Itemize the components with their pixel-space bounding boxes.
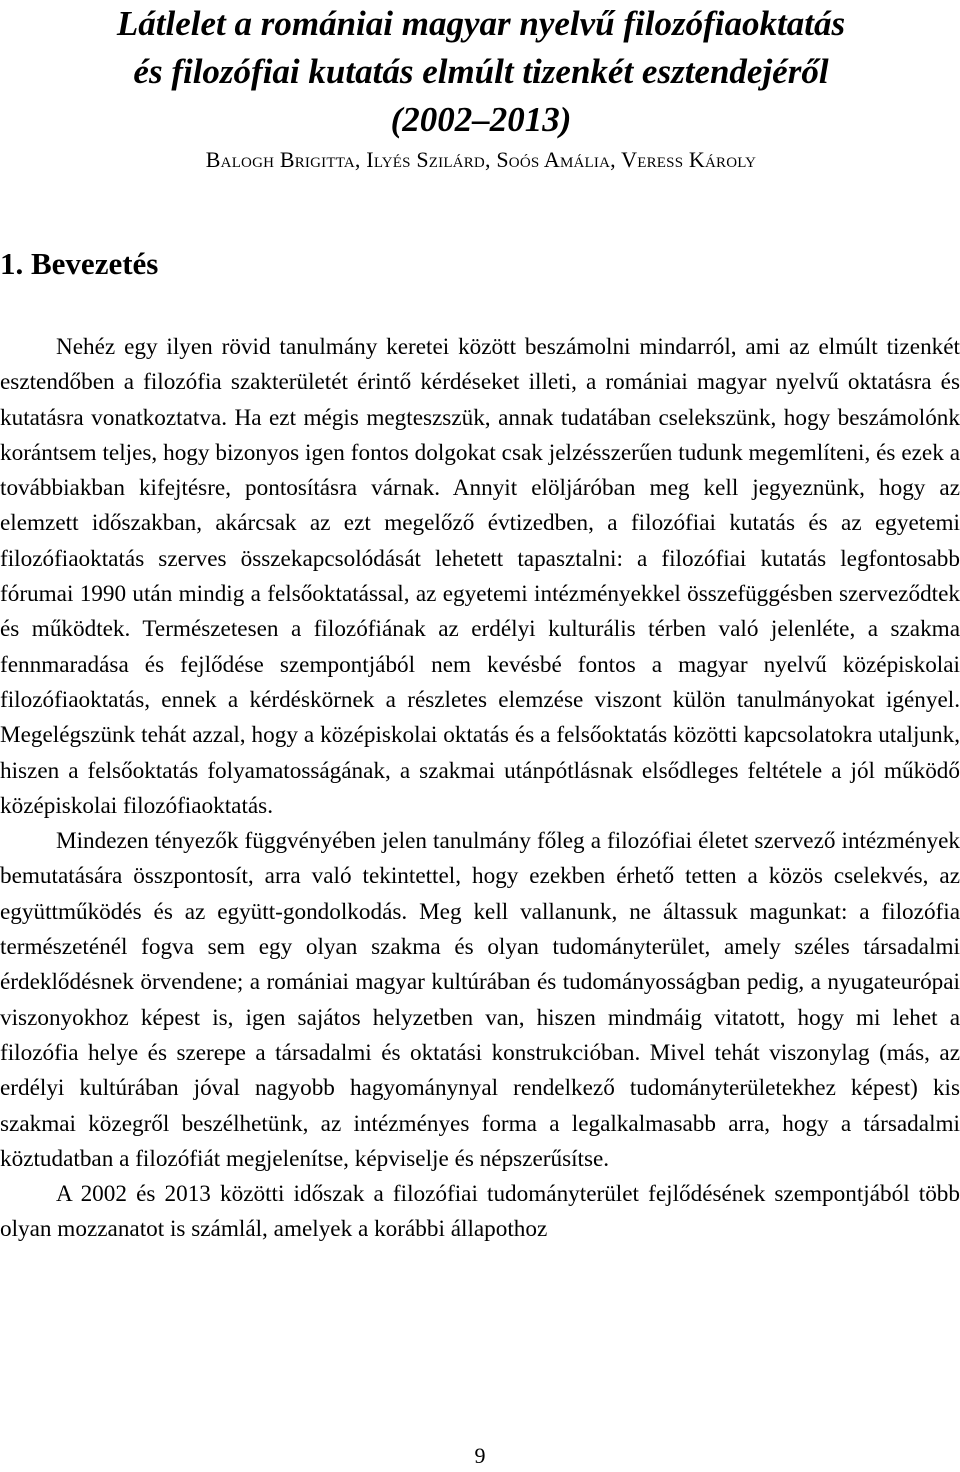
author-list: Balogh Brigitta, Ilyés Szilárd, Soós Amália, Veress Károly	[205, 147, 757, 172]
paragraph-2: Mindezen tényezők függvényében jelen tanulmány főleg a filozófiai életet szervező intézmények bemutatására összpontosít, arra való tekintettel, hogy ezekben érhető tetten a közös cselekvés, az együttműködés és az együtt-gondolkodás. Meg kell vallanunk, ne áltassuk magunkat: a filozófia természeténél fogva sem egy olyan szakma és olyan tudományterület, amely széles társadalmi érdeklődésnek örvendene; a romániai magyar kultúrában és tudományosságban pedig, a nyugateurópai viszonyokhoz képest is, igen sajátos helyzetben van, hiszen mindmáig vitatott, hogy mi lehet a filozófia helye és szerepe a társadalmi és oktatási konstrukcióban. Mivel tehát viszonylag (más, az erdélyi kultúrában jóval nagyobb hagyománynyal rendelkező tudományterületekhez képest) kis szakmai közegről beszélhetünk, az intézményes forma a legalkalmasabb arra, hogy a társadalmi köztudatban a filozófiát megjelenítse, képviselje és népszerűsítse.	[0, 828, 960, 1172]
body-text	[0, 330, 960, 1248]
title-line-2: és filozófiai kutatás elmúlt tizenkét esztendejéről	[133, 52, 829, 91]
paragraph-1: Nehéz egy ilyen rövid tanulmány keretei között beszámolni mindarról, ami az elmúlt tizenkét esztendőben a filozófia szakterületét érintő kérdéseket illeti, a romániai magyar nyelvű oktatásra és kutatásra vonatkoztatva. Ha ezt mégis megteszszük, annak tudatában cselekszünk, hogy beszámolónk korántsem teljes, hogy bizonyos igen fontos dolgokat csak jelzésszerűen tudunk megemlíteni, és ezek a továbbiakban kifejtésre, pontosításra várnak. Annyit elöljáróban meg kell jegyeznünk, hogy az elemzett időszakban, akárcsak az ezt megelőző évtizedben, a filozófiai kutatás és az egyetemi filozófiaoktatás szerves összekapcsolódását lehetett tapasztalni: a filozófiai kutatás legfontosabb fórumai 1990 után mindig a felsőoktatással, az egyetemi intézményekkel összefüggésben szerveződtek és működtek. Természetesen a filozófiának az erdélyi kulturális térben való jelenléte, a szakma fennmaradása és fejlődése szempontjából nem kevésbé fontos a magyar nyelvű középiskolai filozófiaoktatás, ennek a kérdéskörnek a részletes elemzése viszont külön tanulmányokat igényel. Megelégszünk tehát azzal, hogy a középiskolai oktatás és a felsőoktatás közötti kapcsolatokra utaljunk, hiszen a felsőoktatás folyamatosságának, a szakmai utánpótlásnak elsődleges feltétele a jól működő középiskolai filozófiaoktatás.	[0, 334, 960, 819]
section-heading: 1. Bevezetés	[0, 246, 159, 281]
title-line-3: (2002–2013)	[390, 100, 572, 139]
title-line-1: Látlelet a romániai magyar nyelvű filozófiaoktatás	[116, 4, 846, 43]
paragraph-3: A 2002 és 2013 közötti időszak a filozófiai tudományterület fejlődésének szempontjából több olyan mozzanatot is számlál, amelyek a korábbi állapothoz	[0, 1181, 960, 1243]
page-number: 9	[474, 1443, 486, 1468]
